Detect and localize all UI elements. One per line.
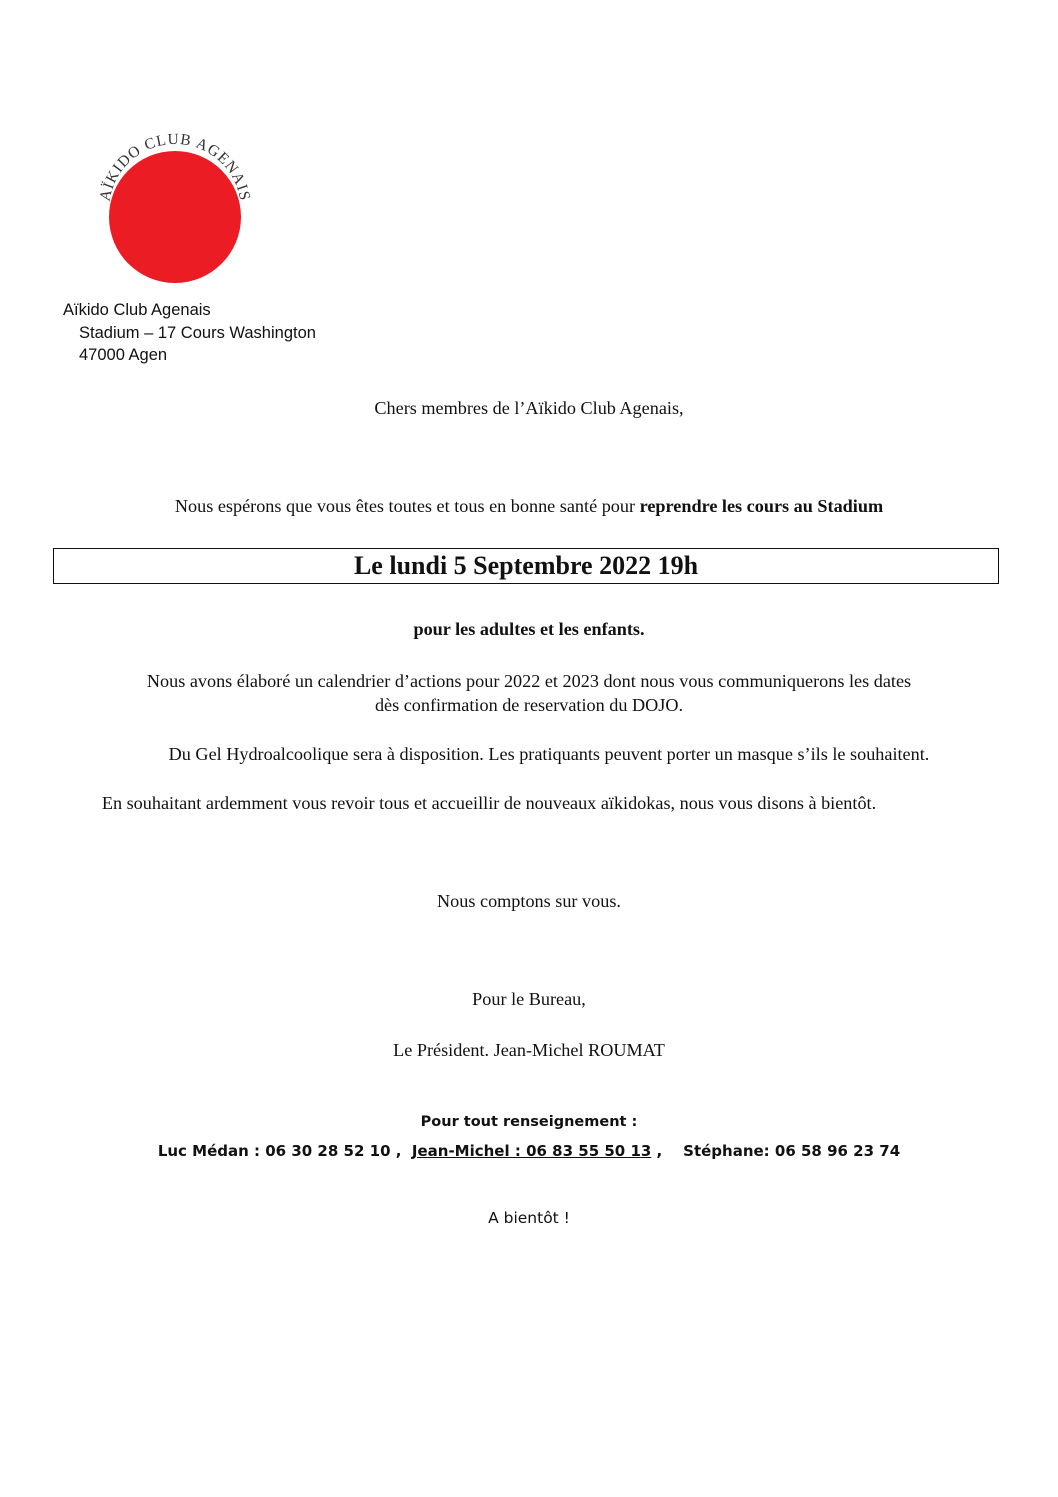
contact-luc: Luc Médan : 06 30 28 52 10 , [157, 1142, 402, 1160]
wish-paragraph: En souhaitant ardemment vous revoir tous et accueillir de nouveaux aïkidokas, nous vous disons à bientôt. [101, 793, 877, 813]
contact-separator: , [651, 1142, 663, 1160]
info-label: Pour tout renseignement : [420, 1114, 638, 1130]
logo-arc-text: AÏKIDO CLUB AGENAIS [96, 130, 254, 203]
calendar-line-1: Nous avons élaboré un calendrier d’actions pour 2022 et 2023 dont nous vous communiquerons les dates [146, 671, 912, 691]
farewell: A bientôt ! [488, 1209, 570, 1227]
count-on-you: Nous comptons sur vous. [437, 891, 621, 911]
logo-red-circle [109, 151, 241, 283]
intro-paragraph [0, 496, 1058, 517]
calendar-line-2: dès confirmation de reservation du DOJO. [374, 695, 684, 715]
president-signature: Le Président. Jean-Michel ROUMAT [393, 1040, 665, 1060]
date-banner: Le lundi 5 Septembre 2022 19h [53, 548, 999, 584]
club-address [63, 299, 316, 367]
greeting: Chers membres de l’Aïkido Club Agenais, [374, 398, 684, 418]
contacts-line [0, 1142, 1058, 1160]
intro-bold-text: reprendre les cours au Stadium [639, 496, 884, 516]
club-logo [95, 128, 255, 288]
intro-text: Nous espérons que vous êtes toutes et tous en bonne santé pour [174, 496, 640, 516]
address-line-name: Aïkido Club Agenais [63, 301, 211, 319]
calendar-paragraph [0, 669, 1058, 717]
contact-jean-michel-link[interactable]: Jean-Michel : 06 83 55 50 13 [411, 1142, 652, 1160]
address-line-street: Stadium – 17 Cours Washington [79, 323, 316, 342]
audience-line: pour les adultes et les enfants. [413, 619, 645, 639]
for-bureau: Pour le Bureau, [472, 989, 586, 1009]
gel-paragraph: Du Gel Hydroalcoolique sera à disposition. Les pratiquants peuvent porter un masque s’ils le souhaitent. [168, 744, 930, 764]
address-line-city: 47000 Agen [79, 346, 168, 364]
contact-stephane: Stéphane: 06 58 96 23 74 [683, 1142, 901, 1160]
